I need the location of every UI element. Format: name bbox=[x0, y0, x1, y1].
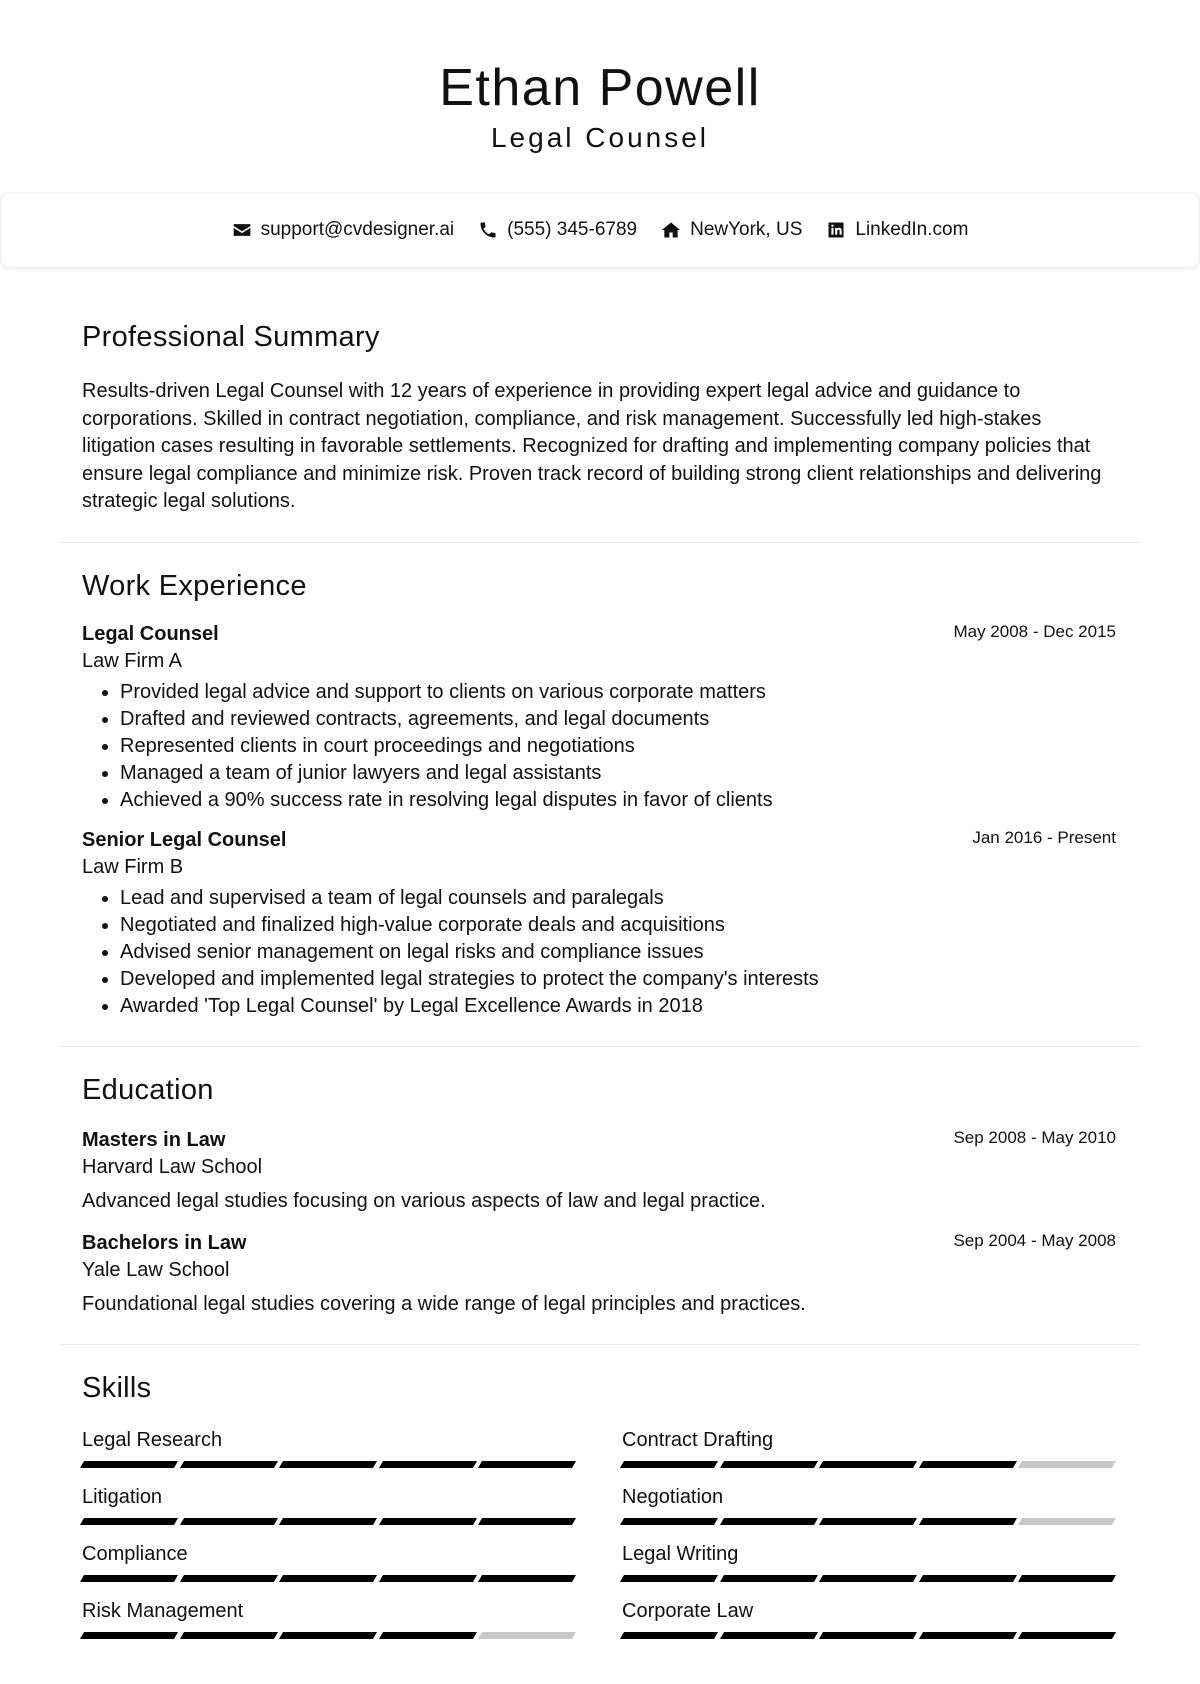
skill-level-segment bbox=[720, 1461, 818, 1468]
education-degree: Masters in Law bbox=[82, 1128, 226, 1151]
job-bullet: • Advised senior management on legal risks and compliance issues bbox=[120, 939, 1118, 966]
job-company: Law Firm B bbox=[82, 855, 184, 878]
skill-level-segment bbox=[819, 1632, 917, 1639]
skill-level-segment bbox=[620, 1632, 718, 1639]
skill-level-segment bbox=[379, 1632, 477, 1639]
skill-level-segment bbox=[478, 1518, 576, 1525]
skill-level-segment bbox=[919, 1632, 1017, 1639]
job-bullet: • Achieved a 90% success rate in resolving legal disputes in favor of clients bbox=[120, 787, 1118, 814]
skill-level-segment bbox=[1018, 1575, 1116, 1582]
job-header bbox=[82, 621, 1118, 647]
skill-level-bar bbox=[622, 1518, 1114, 1525]
skill-level-segment bbox=[279, 1518, 377, 1525]
job-bullet: • Negotiated and finalized high-value corporate deals and acquisitions bbox=[120, 912, 1118, 939]
skill-name: Negotiation bbox=[622, 1485, 724, 1508]
skill-item bbox=[622, 1598, 1114, 1655]
skill-level-bar bbox=[622, 1632, 1114, 1639]
education-heading: Education bbox=[82, 1073, 214, 1106]
skill-level-segment bbox=[819, 1575, 917, 1582]
education-degree: Bachelors in Law bbox=[82, 1231, 247, 1254]
skill-level-segment bbox=[1018, 1461, 1116, 1468]
summary-heading: Professional Summary bbox=[82, 321, 380, 353]
skill-level-segment bbox=[819, 1518, 917, 1525]
skill-level-bar bbox=[82, 1632, 574, 1639]
job-bullets bbox=[82, 679, 1118, 814]
skill-level-segment bbox=[279, 1632, 377, 1639]
phone-icon bbox=[478, 220, 498, 240]
skill-level-segment bbox=[478, 1461, 576, 1468]
skill-level-segment bbox=[620, 1575, 718, 1582]
skill-item bbox=[622, 1427, 1114, 1484]
skill-level-segment bbox=[80, 1575, 178, 1582]
skill-name: Contract Drafting bbox=[622, 1428, 774, 1451]
job-entry bbox=[82, 827, 1118, 1020]
skill-level-segment bbox=[919, 1575, 1017, 1582]
skill-level-segment bbox=[620, 1461, 718, 1468]
skill-item bbox=[82, 1598, 574, 1655]
job-bullet: • Awarded 'Top Legal Counsel' by Legal Excellence Awards in 2018 bbox=[120, 993, 1118, 1020]
skill-name: Legal Writing bbox=[622, 1542, 739, 1565]
contact-phone-text: (555) 345-6789 bbox=[507, 219, 638, 240]
job-bullet: • Managed a team of junior lawyers and legal assistants bbox=[120, 760, 1118, 787]
skill-level-bar bbox=[82, 1461, 574, 1468]
job-bullet: • Developed and implemented legal strategies to protect the company's interests bbox=[120, 966, 1118, 993]
job-title: Senior Legal Counsel bbox=[82, 828, 287, 851]
summary-section bbox=[60, 268, 1140, 543]
candidate-title: Legal Counsel bbox=[490, 122, 710, 153]
skill-level-segment bbox=[919, 1461, 1017, 1468]
skill-level-segment bbox=[279, 1575, 377, 1582]
job-bullets bbox=[82, 885, 1118, 1020]
contact-email-text: support@cvdesigner.ai bbox=[260, 219, 455, 240]
skill-level-segment bbox=[80, 1461, 178, 1468]
home-icon bbox=[661, 220, 681, 240]
skill-name: Compliance bbox=[82, 1542, 188, 1565]
education-entry bbox=[82, 1127, 1118, 1215]
skills-heading: Skills bbox=[82, 1371, 152, 1404]
education-header bbox=[82, 1127, 1118, 1153]
skill-level-segment bbox=[720, 1632, 818, 1639]
education-description: Foundational legal studies covering a wide range of legal principles and practices. bbox=[82, 1292, 806, 1315]
linkedin-icon bbox=[826, 220, 846, 240]
skill-level-segment bbox=[919, 1518, 1017, 1525]
education-header bbox=[82, 1230, 1118, 1256]
skill-item bbox=[622, 1541, 1114, 1598]
skill-name: Litigation bbox=[82, 1485, 163, 1508]
skill-level-segment bbox=[180, 1575, 278, 1582]
skills-grid bbox=[82, 1427, 1118, 1655]
job-bullet: • Drafted and reviewed contracts, agreements, and legal documents bbox=[120, 706, 1118, 733]
job-date: Jan 2016 - Present bbox=[972, 827, 1116, 847]
skill-level-segment bbox=[720, 1575, 818, 1582]
contact-bar bbox=[0, 192, 1200, 268]
skill-level-segment bbox=[379, 1461, 477, 1468]
resume-content bbox=[0, 268, 1200, 1655]
job-company: Law Firm A bbox=[82, 649, 183, 672]
skill-item bbox=[82, 1427, 574, 1484]
contact-phone[interactable] bbox=[478, 219, 637, 241]
skill-name: Legal Research bbox=[82, 1428, 223, 1451]
contact-linkedin-text: LinkedIn.com bbox=[855, 219, 969, 240]
education-date: Sep 2004 - May 2008 bbox=[953, 1230, 1116, 1250]
skill-item bbox=[82, 1541, 574, 1598]
education-description: Advanced legal studies focusing on various aspects of law and legal practice. bbox=[82, 1189, 766, 1212]
skill-level-segment bbox=[180, 1632, 278, 1639]
skill-level-segment bbox=[720, 1518, 818, 1525]
summary-text: Results-driven Legal Counsel with 12 years of experience in providing expert legal advice and guidance to corporations. Skilled in contract negotiation, compliance, and risk management. Successfully led high-stakes litigation cases resulting in favorable settlements. Recognized for drafting and implementing company policies that ensure legal compliance and minimize risk. Proven track record of building strong client relationships and delivering strategic legal solutions. bbox=[82, 380, 1102, 512]
skill-level-bar bbox=[82, 1575, 574, 1582]
skill-level-segment bbox=[478, 1575, 576, 1582]
skill-level-segment bbox=[80, 1632, 178, 1639]
experience-section bbox=[60, 543, 1140, 1047]
education-section bbox=[60, 1047, 1140, 1345]
skill-level-bar bbox=[82, 1518, 574, 1525]
skill-level-bar bbox=[622, 1461, 1114, 1468]
skill-level-segment bbox=[620, 1518, 718, 1525]
skills-section bbox=[60, 1345, 1140, 1655]
contact-linkedin[interactable] bbox=[826, 219, 968, 241]
skill-name: Corporate Law bbox=[622, 1599, 754, 1622]
skill-level-segment bbox=[1018, 1632, 1116, 1639]
job-entry bbox=[82, 621, 1118, 814]
skill-level-segment bbox=[80, 1518, 178, 1525]
experience-heading: Work Experience bbox=[82, 569, 307, 602]
education-entry bbox=[82, 1230, 1118, 1318]
job-header bbox=[82, 827, 1118, 853]
skill-level-segment bbox=[1018, 1518, 1116, 1525]
skill-level-segment bbox=[819, 1461, 917, 1468]
skill-level-segment bbox=[379, 1575, 477, 1582]
job-title: Legal Counsel bbox=[82, 622, 219, 645]
job-bullet: • Provided legal advice and support to clients on various corporate matters bbox=[120, 679, 1118, 706]
education-school: Yale Law School bbox=[82, 1258, 230, 1281]
job-bullet: • Represented clients in court proceedings and negotiations bbox=[120, 733, 1118, 760]
resume-header bbox=[0, 0, 1200, 154]
job-bullet: • Lead and supervised a team of legal counsels and paralegals bbox=[120, 885, 1118, 912]
contact-email[interactable] bbox=[232, 219, 455, 241]
job-date: May 2008 - Dec 2015 bbox=[953, 621, 1116, 641]
skill-level-segment bbox=[279, 1461, 377, 1468]
skill-level-segment bbox=[379, 1518, 477, 1525]
contact-location bbox=[661, 219, 802, 241]
candidate-name: Ethan Powell bbox=[439, 59, 761, 117]
envelope-icon bbox=[232, 220, 252, 240]
contact-location-text: NewYork, US bbox=[690, 219, 803, 240]
education-school: Harvard Law School bbox=[82, 1155, 263, 1178]
skill-item bbox=[82, 1484, 574, 1541]
education-date: Sep 2008 - May 2010 bbox=[953, 1127, 1116, 1147]
skill-item bbox=[622, 1484, 1114, 1541]
skill-level-segment bbox=[180, 1518, 278, 1525]
skill-name: Risk Management bbox=[82, 1599, 244, 1622]
skill-level-bar bbox=[622, 1575, 1114, 1582]
skill-level-segment bbox=[180, 1461, 278, 1468]
skill-level-segment bbox=[478, 1632, 576, 1639]
